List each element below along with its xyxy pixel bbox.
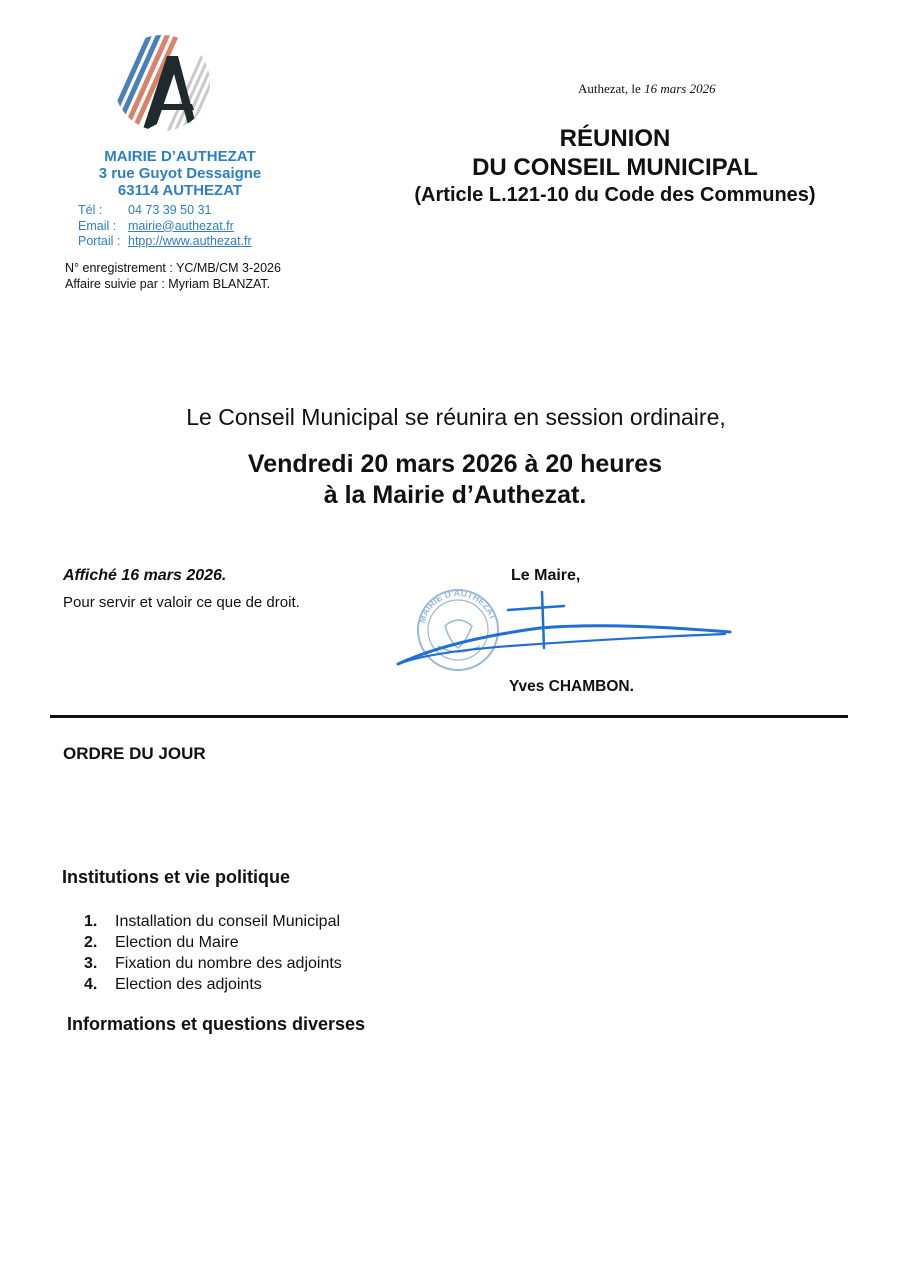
agenda-items [84,911,342,995]
mairie-logo-icon [112,34,212,132]
title-line-2: DU CONSEIL MUNICIPAL [472,154,758,181]
agenda-item [84,953,342,974]
email-link[interactable]: mairie@authezat.fr [128,218,234,233]
contact-block [78,203,252,250]
meeting-date: Vendredi 20 mars 2026 à 20 heures [247,450,663,478]
agenda-item [84,932,342,953]
agenda-item-text: Fixation du nombre des adjoints [115,955,342,972]
org-city: 63114 AUTHEZAT [117,182,243,199]
followed-by: Affaire suivie par : Myriam BLANZAT. [65,276,271,291]
posted-note: Pour servir et valoir ce que de droit. [63,594,300,611]
agenda-item-number: 3. [84,955,98,972]
place-date-prefix: Authezat, le [578,81,645,96]
agenda-item-number: 2. [84,934,98,951]
agenda-item-number: 4. [84,976,98,993]
agenda-item [84,974,342,995]
email-label: Email : [78,218,117,233]
mayor-title: Le Maire, [511,567,581,584]
agenda-item-text: Election du Maire [115,934,239,951]
contact-email-row [78,219,252,235]
mayor-name: Yves CHAMBON. [509,678,634,695]
horizontal-divider [50,715,848,718]
agenda-item-number: 1. [84,913,98,930]
posted-date: Affiché 16 mars 2026. [63,567,227,584]
portal-label: Portail : [78,234,121,248]
org-name: MAIRIE D’AUTHEZAT [104,148,256,165]
title-line-1: RÉUNION [559,125,671,152]
agenda-item-text: Election des adjoints [115,976,262,993]
registration-block [65,261,281,292]
document-title [395,124,835,208]
agenda-title: ORDRE DU JOUR [63,744,206,763]
agenda-section-institutions: Institutions et vie politique [62,867,291,887]
meeting-details [0,449,900,511]
agenda-item-text: Installation du conseil Municipal [115,913,341,930]
agenda-section-informations: Informations et questions diverses [67,1014,366,1034]
place-date [578,81,716,97]
org-street: 3 rue Guyot Dessaigne [98,165,262,182]
contact-portal-row [78,234,252,250]
phone-label: Tél : [78,203,103,217]
title-line-3: (Article L.121-10 du Code des Communes) [414,184,816,206]
mayor-stamp-signature-icon [390,588,740,678]
convocation-intro: Le Conseil Municipal se réunira en session ordinaire, [186,404,726,430]
contact-phone-row [78,203,252,219]
place-date-value: 16 mars 2026 [644,81,716,96]
portal-link[interactable]: htpp://www.authezat.fr [128,234,252,248]
registration-number: N° enregistrement : YC/MB/CM 3-2026 [65,261,281,275]
meeting-place: à la Mairie d’Authezat. [323,481,587,509]
agenda-item [84,911,342,932]
phone-value: 04 73 39 50 31 [128,203,212,217]
stamp-text: MAIRIE D'AUTHEZAT [416,588,499,625]
organization-address [60,148,300,199]
